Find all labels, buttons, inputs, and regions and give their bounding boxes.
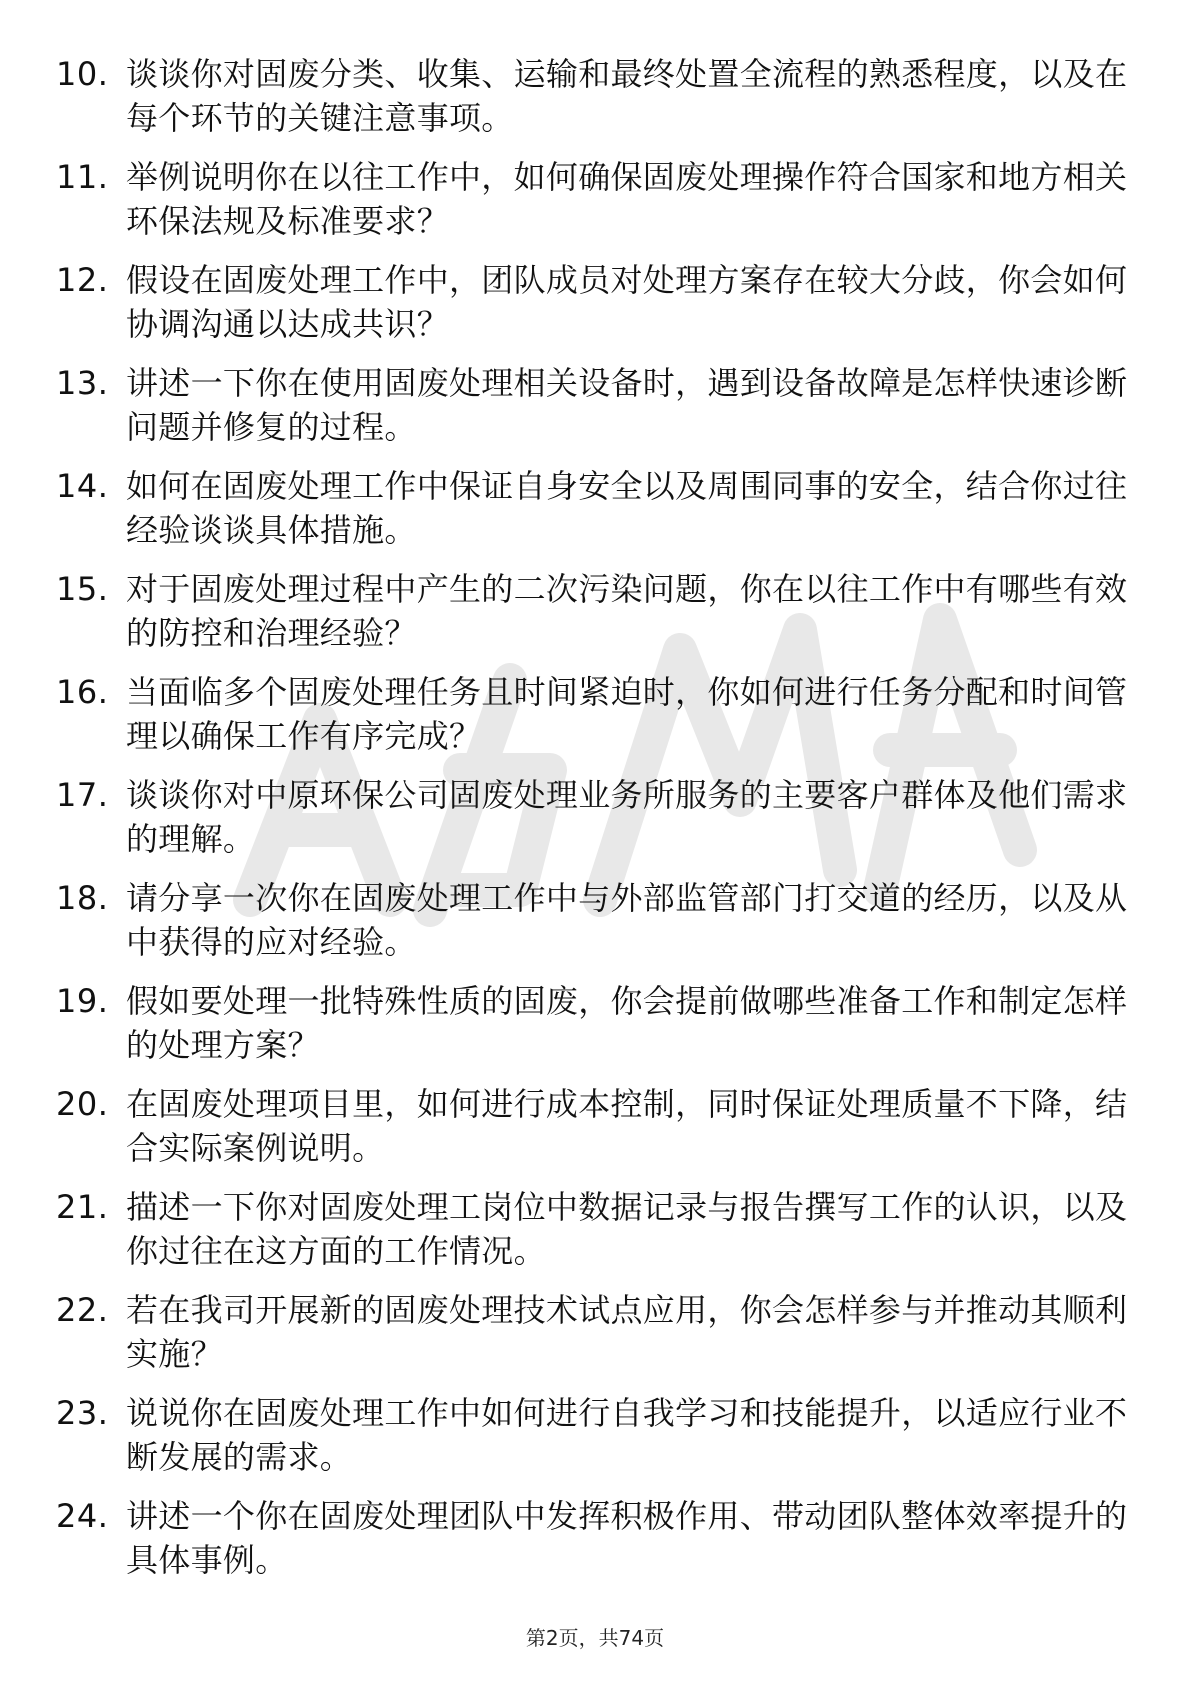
question-text: 如何在固废处理工作中保证自身安全以及周围同事的安全，结合你过往经验谈谈具体措施。 <box>126 467 1128 549</box>
question-text: 讲述一个你在固废处理团队中发挥积极作用、带动团队整体效率提升的具体事例。 <box>126 1497 1128 1579</box>
question-item <box>56 258 1136 346</box>
question-text: 对于固废处理过程中产生的二次污染问题，你在以往工作中有哪些有效的防控和治理经验？ <box>126 570 1128 652</box>
question-item <box>56 979 1136 1067</box>
question-item <box>56 1391 1136 1479</box>
question-number: 17. <box>56 776 109 814</box>
question-number: 21. <box>56 1188 109 1226</box>
question-number: 15. <box>56 570 109 608</box>
question-number: 24. <box>56 1497 109 1535</box>
question-list <box>56 52 1136 1597</box>
question-text: 假如要处理一批特殊性质的固废，你会提前做哪些准备工作和制定怎样的处理方案？ <box>126 982 1128 1064</box>
question-item <box>56 155 1136 243</box>
question-number: 23. <box>56 1394 109 1432</box>
question-text: 在固废处理项目里，如何进行成本控制，同时保证处理质量不下降，结合实际案例说明。 <box>126 1085 1128 1167</box>
question-item <box>56 361 1136 449</box>
question-item <box>56 52 1136 140</box>
question-text: 谈谈你对固废分类、收集、运输和最终处置全流程的熟悉程度，以及在每个环节的关键注意事项。 <box>126 55 1128 137</box>
question-text: 若在我司开展新的固废处理技术试点应用，你会怎样参与并推动其顺利实施？ <box>126 1291 1128 1373</box>
question-text: 讲述一下你在使用固废处理相关设备时，遇到设备故障是怎样快速诊断问题并修复的过程。 <box>126 364 1128 446</box>
question-number: 16. <box>56 673 109 711</box>
question-item <box>56 1288 1136 1376</box>
question-item <box>56 1494 1136 1582</box>
question-number: 12. <box>56 261 109 299</box>
question-number: 11. <box>56 158 109 196</box>
question-number: 14. <box>56 467 109 505</box>
question-text: 当面临多个固废处理任务且时间紧迫时，你如何进行任务分配和时间管理以确保工作有序完成？ <box>126 673 1128 755</box>
question-text: 假设在固废处理工作中，团队成员对处理方案存在较大分歧，你会如何协调沟通以达成共识？ <box>126 261 1128 343</box>
question-number: 20. <box>56 1085 109 1123</box>
page-footer: 第2页，共74页 <box>525 1626 665 1650</box>
question-item <box>56 876 1136 964</box>
question-item <box>56 567 1136 655</box>
question-number: 18. <box>56 879 109 917</box>
question-item <box>56 1185 1136 1273</box>
question-number: 19. <box>56 982 109 1020</box>
question-item <box>56 670 1136 758</box>
question-text: 描述一下你对固废处理工岗位中数据记录与报告撰写工作的认识，以及你过往在这方面的工作情况。 <box>126 1188 1128 1270</box>
question-number: 10. <box>56 55 109 93</box>
question-number: 13. <box>56 364 109 402</box>
question-number: 22. <box>56 1291 109 1329</box>
question-item <box>56 464 1136 552</box>
question-text: 谈谈你对中原环保公司固废处理业务所服务的主要客户群体及他们需求的理解。 <box>126 776 1128 858</box>
question-text: 请分享一次你在固废处理工作中与外部监管部门打交道的经历，以及从中获得的应对经验。 <box>126 879 1128 961</box>
question-item <box>56 773 1136 861</box>
question-item <box>56 1082 1136 1170</box>
question-text: 说说你在固废处理工作中如何进行自我学习和技能提升，以适应行业不断发展的需求。 <box>126 1394 1128 1476</box>
question-text: 举例说明你在以往工作中，如何确保固废处理操作符合国家和地方相关环保法规及标准要求？ <box>126 158 1128 240</box>
